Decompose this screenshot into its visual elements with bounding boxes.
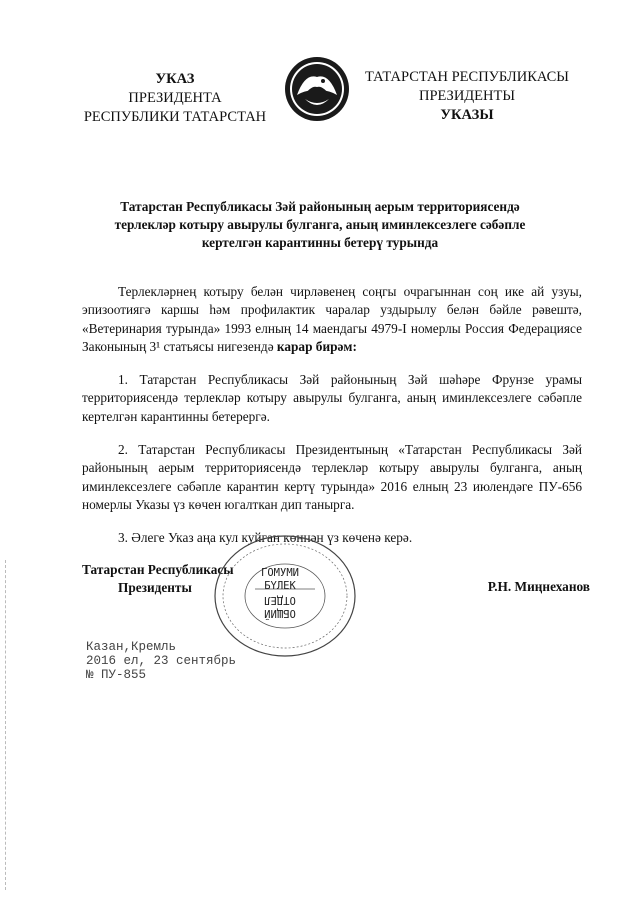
item-1: 1. Татарстан Республикасы Зәй районының Зәй шәһәре Фрунзе урамы территориясендә терлекләр котыру авырулы булганга, аның иминлексезлеге сәбәпле кертелгән карантинны бетерергә. bbox=[82, 372, 582, 424]
header-ru-line3: РЕСПУБЛИКИ ТАТАРСТАН bbox=[83, 109, 267, 125]
intro-paragraph bbox=[82, 283, 582, 356]
signature-title-line2: Президенты bbox=[118, 580, 192, 595]
stamp-line1: ГОМУМИ bbox=[261, 567, 299, 579]
stamp-text bbox=[245, 567, 315, 619]
header-tt-line2: ПРЕЗИДЕНТЫ bbox=[418, 88, 516, 104]
title-line3: кертелгән карантинны бетерү турында bbox=[201, 235, 439, 250]
stamp-line2: БҮЛЕК bbox=[264, 580, 296, 592]
stamp-line3: ОТДЕЛ bbox=[264, 594, 296, 606]
header-tt-line1: ТАТАРСТАН РЕСПУБЛИКАСЫ bbox=[365, 69, 569, 85]
footer-date: 2016 ел, 23 сентябрь bbox=[86, 654, 237, 668]
intro-text: Терлекләрнең котыру белән чирләвенең соңгы очрагыннан соң ике ай узуы, эпизоотиягә каршы һәм профилактик чаралар уздырылу белән бәйле рәвештә, «Ветеринария турында» 1993 елның 14 маендагы 4979-I номерлы Россия Федерациясе Законының 3¹ статьясы нигезендә bbox=[82, 284, 582, 354]
footer-place: Казан,Кремль bbox=[86, 640, 177, 654]
title-line1: Татарстан Республикасы Зәй районының аерым территориясендә bbox=[120, 199, 520, 214]
scan-margin-line bbox=[5, 560, 7, 890]
item-2: 2. Татарстан Республикасы Президентының «Татарстан Республикасы Зәй районының аерым территориясендә терлекләр котыру авырулы булганга, аның иминлексезлеге сәбәпле карантин кертү турында» 2016 елның 23 июлендәге ПУ-656 номерлы Указы үз көчен югалткан дип танырга. bbox=[82, 442, 582, 512]
stamp-line4: ОБЩИЙ bbox=[264, 607, 296, 619]
header-ru-line1: УКАЗ bbox=[155, 71, 195, 87]
document-body bbox=[82, 283, 582, 563]
header-russian bbox=[70, 70, 280, 127]
header-tt-line3: УКАЗЫ bbox=[440, 107, 494, 123]
footer-number: № ПУ-855 bbox=[86, 668, 147, 682]
footer-info bbox=[86, 640, 286, 682]
item-3: 3. Әлеге Указ аңа кул куйган көннән үз көченә керә. bbox=[118, 530, 413, 546]
coat-of-arms-emblem-icon bbox=[283, 55, 351, 123]
signature-title-line1: Татарстан Республикасы bbox=[82, 562, 234, 577]
signatory-name: Р.Н. Миңнеханов bbox=[487, 579, 590, 594]
title-line2: терлекләр котыру авырулы булганга, аның иминлексезлеге сәбәпле bbox=[114, 217, 526, 232]
document-title bbox=[62, 198, 578, 252]
header-tatar bbox=[352, 68, 582, 125]
intro-decree-phrase: карар бирәм: bbox=[276, 338, 357, 354]
header-ru-line2: ПРЕЗИДЕНТА bbox=[128, 90, 222, 106]
